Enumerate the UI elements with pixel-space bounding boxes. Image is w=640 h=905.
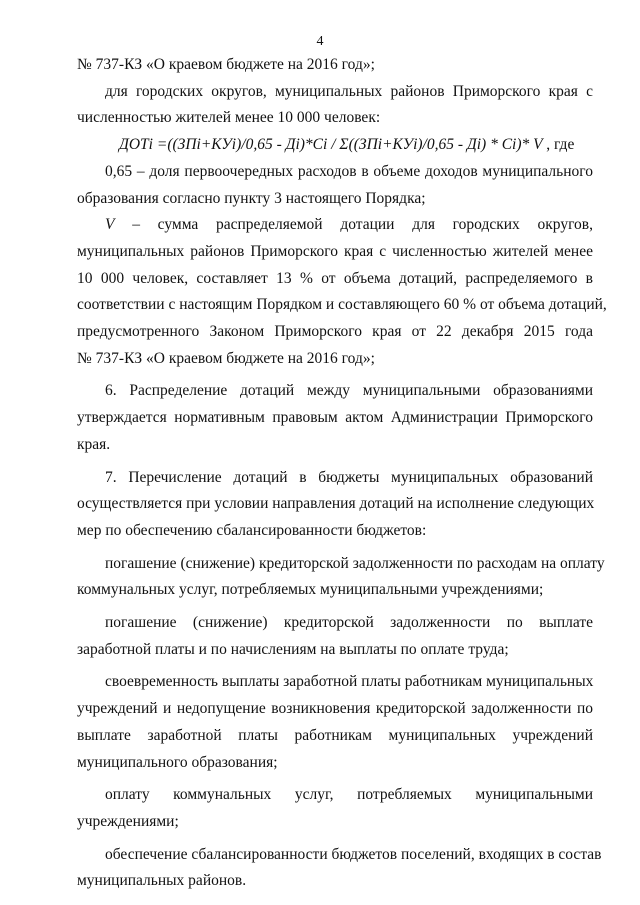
text-line: № 737-КЗ «О краевом бюджете на 2016 год»;	[77, 56, 375, 73]
text-line: муниципальных районов.	[77, 872, 247, 890]
text-line: заработной платы и по начислениям на выплаты по оплате труда;	[77, 640, 509, 658]
text-line: утверждается нормативным правовым актом Администрации Приморского	[77, 409, 593, 427]
text-line: оплату коммунальных услуг, потребляемых муниципальными	[105, 786, 593, 804]
text-line: учреждений и недопущение возникновения кредиторской задолженности по	[77, 700, 593, 718]
text-line: соответствии с настоящим Порядком и составляющего 60 % от объема дотаций,	[77, 296, 607, 314]
page-number: 4	[316, 34, 324, 49]
text-line: численностью жителей менее 10 000 человек:	[77, 109, 381, 127]
formula-expression: ДОТi =((ЗПi+КУi)/0,65 - Дi)*Ci / Σ((ЗПi+КУi)/0,65 - Дi) * Ci)* V	[119, 136, 543, 154]
text-line: образования согласно пункту 3 настоящего Порядка;	[77, 189, 426, 207]
text-line: мер по обеспечению сбалансированности бюджетов:	[77, 521, 427, 539]
text-line: коммунальных услуг, потребляемых муниципальными учреждениями;	[77, 581, 544, 599]
text-line: 10 000 человек, составляет 13 % от объема дотаций, распределяемого в	[77, 269, 593, 287]
text-line: муниципального образования;	[77, 753, 278, 771]
text-line: края.	[77, 435, 111, 453]
text-line: 7. Перечисление дотаций в бюджеты муниципальных образований	[105, 468, 593, 486]
text-line: учреждениями;	[77, 812, 179, 830]
formula-tail: , где	[546, 136, 575, 154]
text-line: осуществляется при условии направления дотаций на исполнение следующих	[77, 495, 595, 513]
text-line: выплате заработной платы работникам муниципальных учреждений	[77, 726, 593, 744]
document-body	[77, 52, 607, 895]
formula-line	[77, 132, 593, 159]
text-line: 6. Распределение дотаций между муниципальными образованиями	[105, 382, 593, 400]
variable-symbol: V	[105, 216, 115, 234]
text-line: обеспечение сбалансированности бюджетов поселений, входящих в состав	[105, 845, 602, 863]
text-line: погашение (снижение) кредиторской задолженности по расходам на оплату	[105, 554, 605, 572]
text-line: своевременность выплаты заработной платы работникам муниципальных	[105, 673, 594, 691]
text-line: предусмотренного Законом Приморского края от 22 декабря 2015 года	[77, 323, 593, 341]
variable-definition-line	[77, 212, 593, 239]
text-line: 0,65 – доля первоочередных расходов в объеме доходов муниципального	[105, 162, 593, 180]
text-line: муниципальных районов Приморского края с численностью жителей менее	[77, 242, 593, 260]
text-line: погашение (снижение) кредиторской задолженности по выплате	[105, 614, 593, 632]
text-fragment: – сумма распределяемой дотации для городских округов,	[132, 216, 594, 234]
text-line: № 737-КЗ «О краевом бюджете на 2016 год»;	[77, 349, 375, 367]
text-line: для городских округов, муниципальных районов Приморского края с	[105, 82, 593, 100]
